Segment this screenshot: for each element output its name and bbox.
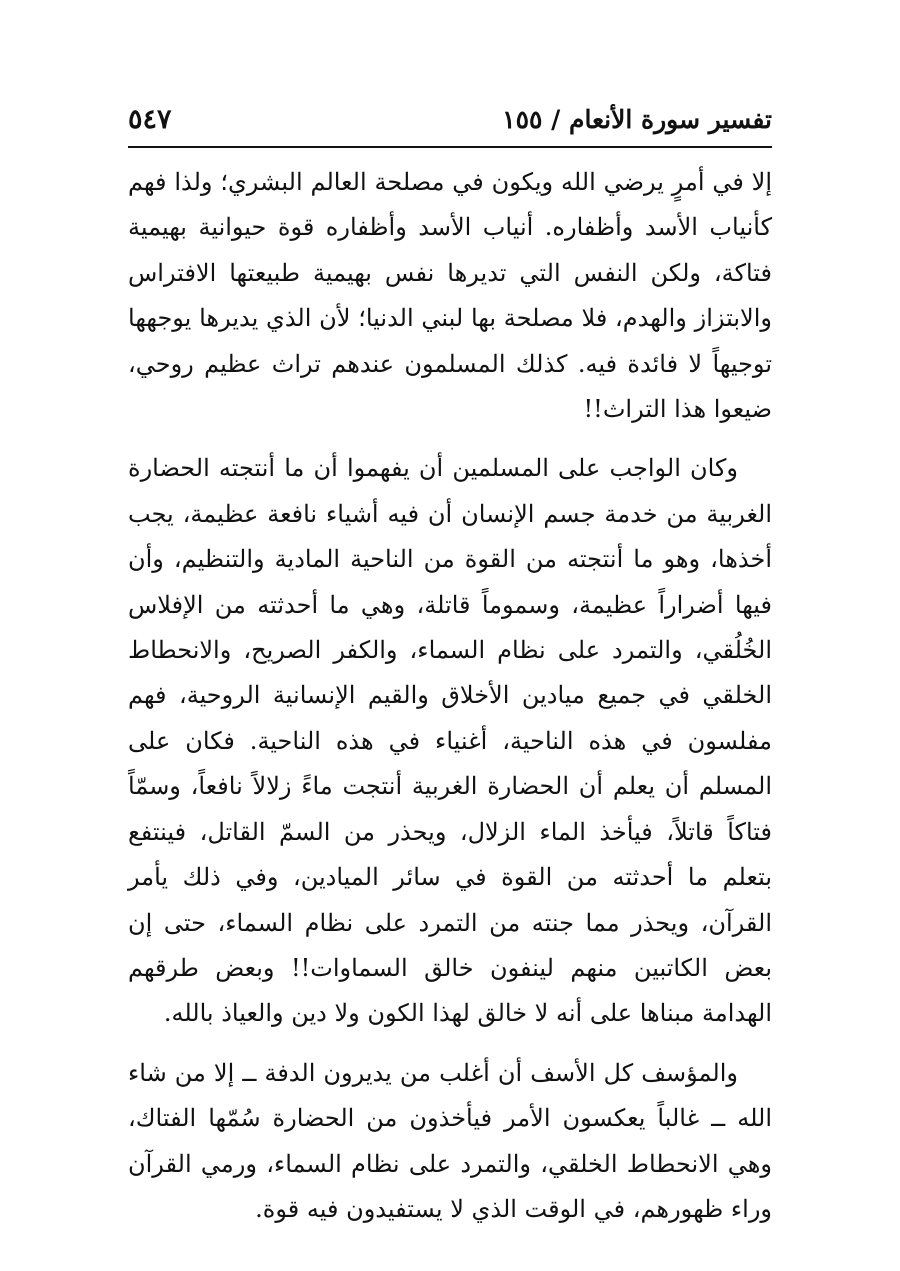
paragraph-2: وكان الواجب على المسلمين أن يفهموا أن ما أنتجته الحضارة الغربية من خدمة جسم الإنسان أن فيه أشياء نافعة عظيمة، يجب أخذها، وهو ما أنتجته من القوة من الناحية المادية والتنظيم، وأن فيها أضراراً عظيمة، وسموماً قاتلة، وهي ما أحدثته من الإفلاس الخُلُقي، والتمرد على نظام السماء، والكفر الصريح، والانحطاط الخلقي في جميع ميادين الأخلاق والقيم الإنسانية الروحية، فهم مفلسون في هذه الناحية، أغنياء في هذه الناحية. فكان على المسلم أن يعلم أن الحضارة الغربية أنتجت ماءً زلالاً نافعاً، وسمّاً فتاكاً قاتلاً، فيأخذ الماء الزلال، ويحذر من السمّ القاتل، فينتفع بتعلم ما أحدثته من القوة في سائر الميادين، وفي ذلك يأمر القرآن، ويحذر مما جنته من التمرد على نظام السماء، حتى إن بعض الكاتبين منهم لينفون خالق السماوات!! وبعض طرقهم الهدامة مبناها على أنه لا خالق لهذا الكون ولا دين والعياذ بالله. — [128, 454, 772, 1028]
header-divider — [128, 146, 772, 148]
paragraph-1: إلا في أمرٍ يرضي الله ويكون في مصلحة العالم البشري؛ ولذا فهم كأنياب الأسد وأظفاره. أنياب الأسد وأظفاره قوة حيوانية بهيمية فتاكة، ولكن النفس التي تديرها نفس بهيمية طبيعتها الافتراس والابتزاز والهدم، فلا مصلحة بها لبني الدنيا؛ لأن الذي يديرها يوجهها توجيهاً لا فائدة فيه. كذلك المسلمون عندهم تراث عظيم روحي، ضيعوا هذا التراث!! — [128, 168, 773, 424]
page-number: ٥٤٧ — [128, 104, 172, 135]
running-header-title: تفسير سورة الأنعام / ١٥٥ — [502, 105, 772, 134]
body-text — [128, 160, 772, 1232]
paragraph-3: والمؤسف كل الأسف أن أغلب من يديرون الدفة ــ إلا من شاء الله ــ غالباً يعكسون الأمر فيأخذون من الحضارة سُمّها الفتاك، وهي الانحطاط الخلقي، والتمرد على نظام السماء، ورمي القرآن وراء ظهورهم، في الوقت الذي لا يستفيدون فيه قوة. — [128, 1058, 772, 1223]
book-page — [128, 0, 772, 1271]
running-header — [128, 100, 772, 140]
